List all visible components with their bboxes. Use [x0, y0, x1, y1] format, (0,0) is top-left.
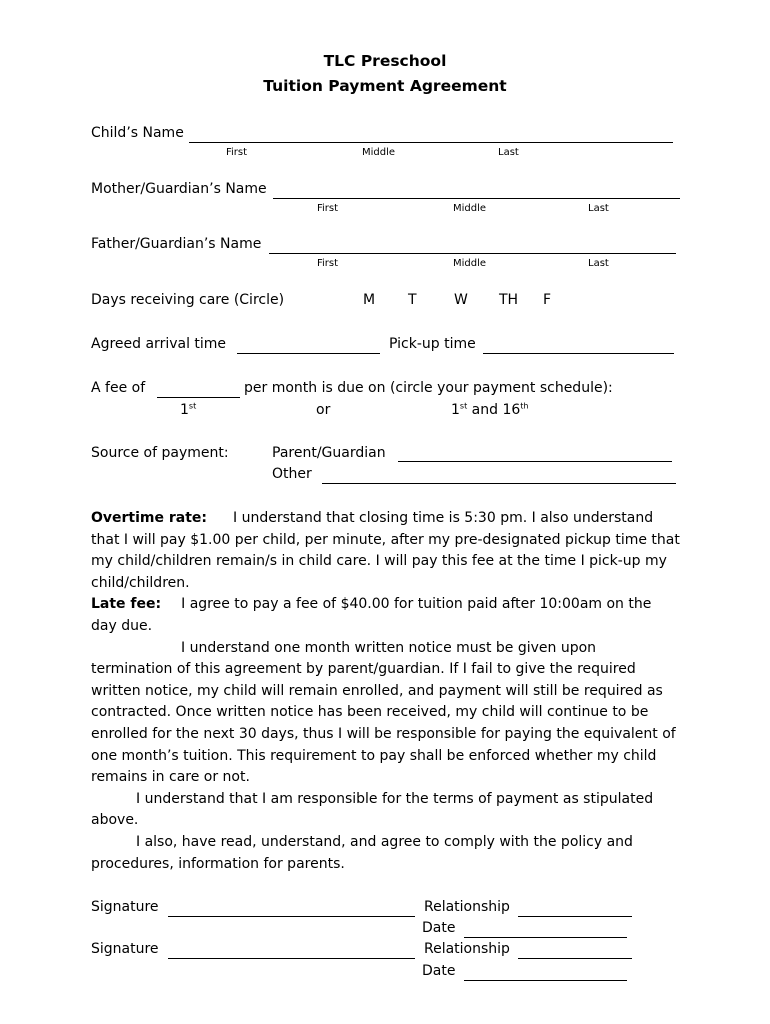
father-name-field[interactable]: [269, 253, 676, 254]
mother-last-caption: Last: [588, 203, 609, 214]
school-name: TLC Preschool: [323, 52, 447, 70]
schedule-option-1st-16th[interactable]: [451, 402, 529, 418]
child-middle-caption: Middle: [362, 147, 396, 158]
notice-paragraph: I understand one month written notice must be given upon termination of this agreement by parent/guardian. If I fail to give the required written notice, my child will remain enrolled, and payment will still be required as contracted. Once written notice has been received, my child will continue to be enrolled for the next 30 days, thus I will be responsible for paying the equivalent of one month’s tuition. This requirement to pay shall be enforced whether my child remains in care or not.: [91, 639, 676, 786]
day-option-th[interactable]: TH: [499, 292, 519, 308]
overtime-label: Overtime rate:: [91, 510, 208, 526]
overtime-paragraph: [91, 508, 681, 594]
source-parent-label: Parent/Guardian: [272, 445, 386, 461]
opt2-and: and 16: [467, 402, 521, 418]
days-label: Days receiving care (Circle): [91, 292, 285, 308]
arrival-time-field[interactable]: [237, 353, 380, 354]
day-option-t[interactable]: T: [408, 292, 417, 308]
mother-first-caption: First: [317, 203, 339, 214]
late-fee-label: Late fee:: [91, 596, 162, 613]
schedule-option-1st-sup: st: [188, 401, 197, 411]
signature-2-label: Signature: [91, 941, 159, 957]
child-name-field[interactable]: [189, 142, 673, 143]
late-fee-paragraph: [91, 594, 681, 637]
opt2-sup2: th: [520, 401, 529, 411]
overtime-text: I understand that closing time is 5:30 pm. I also understand that I will pay $1.00 per child, per minute, after my pre-designated pickup time that my child/children remain/s in child care. I will pay this fee at the time I pick-up my child/children.: [91, 510, 680, 591]
child-last-caption: Last: [498, 147, 519, 158]
date-1-field[interactable]: [464, 937, 627, 938]
date-2-field[interactable]: [464, 980, 627, 981]
late-fee-text: I agree to pay a fee of $40.00 for tuition paid after 10:00am on the day due.: [91, 596, 652, 634]
source-parent-field[interactable]: [398, 461, 672, 462]
source-label: Source of payment:: [91, 445, 229, 461]
child-name-label: Child’s Name: [91, 125, 184, 141]
father-first-caption: First: [317, 258, 339, 269]
relationship-1-label: Relationship: [424, 899, 510, 915]
relationship-1-field[interactable]: [518, 916, 632, 917]
mother-name-field[interactable]: [273, 198, 680, 199]
day-option-f[interactable]: F: [543, 292, 552, 308]
opt2-sup1: st: [459, 401, 468, 411]
pickup-time-field[interactable]: [483, 353, 674, 354]
day-option-w[interactable]: W: [454, 292, 468, 308]
arrival-time-label: Agreed arrival time: [91, 336, 227, 352]
father-last-caption: Last: [588, 258, 609, 269]
father-middle-caption: Middle: [453, 258, 487, 269]
relationship-2-field[interactable]: [518, 958, 632, 959]
signature-1-label: Signature: [91, 899, 159, 915]
mother-name-label: Mother/Guardian’s Name: [91, 181, 267, 197]
comply-paragraph: I also, have read, understand, and agree to comply with the policy and procedures, information for parents.: [91, 833, 633, 872]
page-title: Tuition Payment Agreement: [263, 77, 507, 95]
father-name-label: Father/Guardian’s Name: [91, 236, 262, 252]
date-2-label: Date: [422, 963, 456, 979]
fee-suffix: per month is due on (circle your payment schedule):: [244, 380, 613, 396]
mother-middle-caption: Middle: [453, 203, 487, 214]
fee-amount-field[interactable]: [157, 397, 240, 398]
pickup-time-label: Pick-up time: [389, 336, 476, 352]
responsible-paragraph: I understand that I am responsible for the terms of payment as stipulated above.: [91, 790, 654, 829]
schedule-option-1st[interactable]: [180, 402, 196, 418]
child-first-caption: First: [226, 147, 248, 158]
fee-prefix: A fee of: [91, 380, 146, 396]
signature-2-field[interactable]: [168, 958, 415, 959]
day-option-m[interactable]: M: [363, 292, 376, 308]
source-other-label: Other: [272, 466, 312, 482]
date-1-label: Date: [422, 920, 456, 936]
schedule-option-1st-num: 1: [180, 402, 189, 418]
source-other-field[interactable]: [322, 483, 676, 484]
relationship-2-label: Relationship: [424, 941, 510, 957]
schedule-or: or: [316, 402, 331, 418]
policy-text: [91, 508, 681, 875]
signature-1-field[interactable]: [168, 916, 415, 917]
opt2-num1: 1: [451, 402, 460, 418]
